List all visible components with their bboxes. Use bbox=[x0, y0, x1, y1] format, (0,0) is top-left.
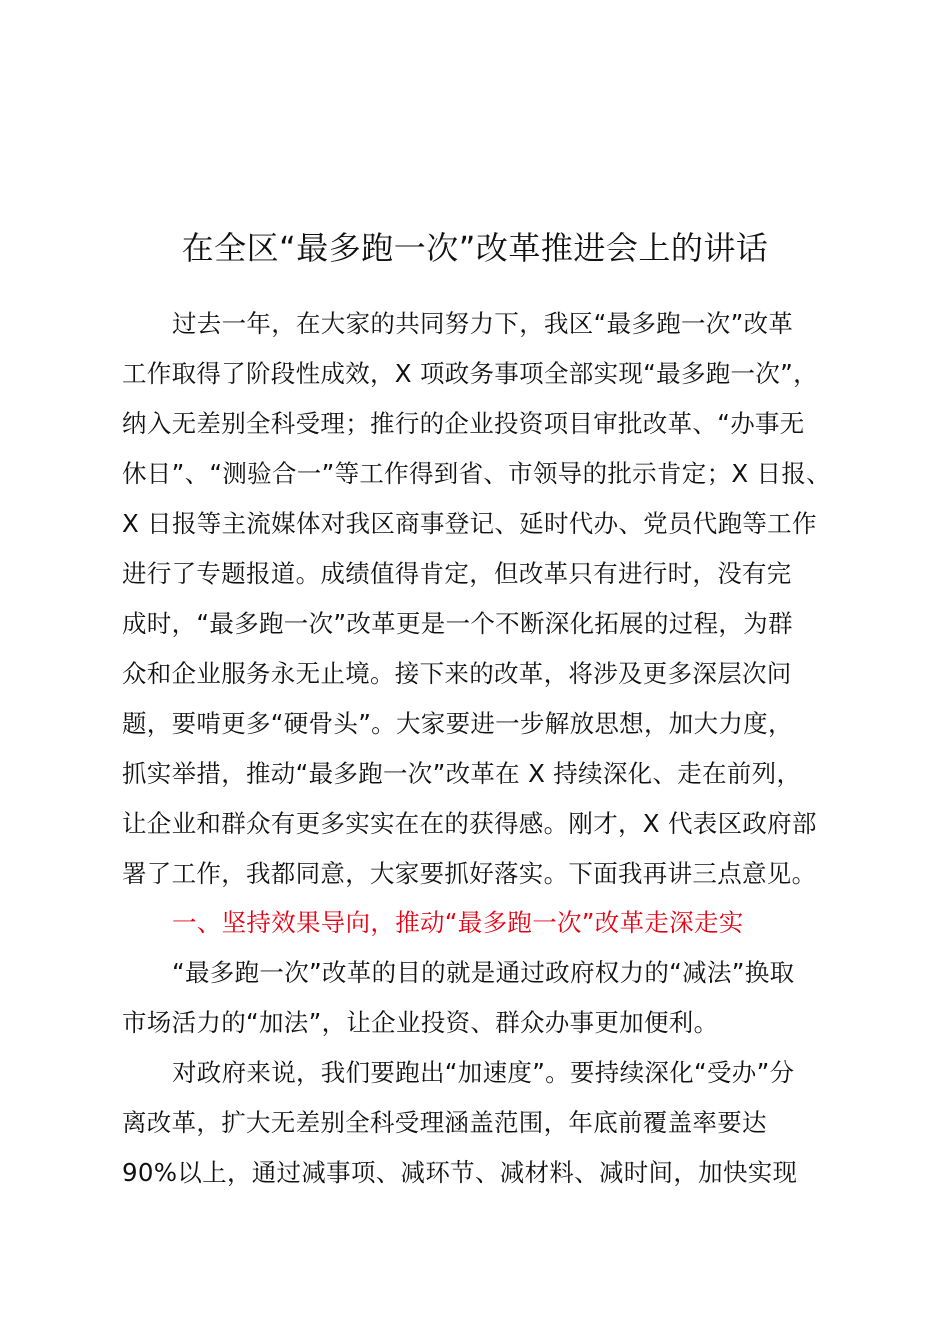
paragraph-line: 署了工作，我都同意，大家要抓好落实。下面我再讲三点意见。 bbox=[122, 859, 817, 888]
paragraph-line: 纳入无差别全科受理；推行的企业投资项目审批改革、“办事无 bbox=[122, 409, 805, 438]
paragraph-line: “最多跑一次”改革的目的就是通过政府权力的“减法”换取 bbox=[172, 958, 795, 987]
paragraph-line: 休日”、“测验合一”等工作得到省、市领导的批示肯定；X 日报、 bbox=[122, 459, 831, 488]
paragraph-line: 让企业和群众有更多实实在在的获得感。刚才，X 代表区政府部 bbox=[122, 809, 817, 838]
paragraph-line: 题，要啃更多“硬骨头”。大家要进一步解放思想，加大力度， bbox=[122, 709, 793, 738]
paragraph-line: 离改革，扩大无差别全科受理涵盖范围，年底前覆盖率要达 bbox=[122, 1108, 767, 1137]
document-title: 在全区“最多跑一次”改革推进会上的讲话 bbox=[181, 229, 769, 267]
paragraph-line: 90%以上，通过减事项、减环节、减材料、减时间，加快实现 bbox=[122, 1158, 798, 1187]
paragraph-line: 众和企业服务永无止境。接下来的改革，将涉及更多深层次问 bbox=[122, 659, 792, 688]
paragraph-line: 对政府来说，我们要跑出“加速度”。要持续深化“受办”分 bbox=[172, 1058, 795, 1087]
paragraph-line: 进行了专题报道。成绩值得肯定，但改革只有进行时，没有完 bbox=[122, 559, 792, 588]
paragraph-line: 工作取得了阶段性成效，X 项政务事项全部实现“最多跑一次”， bbox=[122, 359, 818, 388]
paragraph-line: 成时，“最多跑一次”改革更是一个不断深化拓展的过程，为群 bbox=[122, 609, 793, 638]
paragraph-line: 过去一年，在大家的共同努力下，我区“最多跑一次”改革 bbox=[172, 309, 794, 338]
section-heading-1: 一、坚持效果导向，推动“最多跑一次”改革走深走实 bbox=[172, 908, 744, 937]
paragraph-line: X 日报等主流媒体对我区商事登记、延时代办、党员代跑等工作 bbox=[122, 509, 817, 538]
paragraph-line: 市场活力的“加法”，让企业投资、群众办事更加便利。 bbox=[122, 1008, 719, 1037]
paragraph-line: 抓实举措，推动“最多跑一次”改革在 X 持续深化、走在前列， bbox=[122, 759, 802, 788]
